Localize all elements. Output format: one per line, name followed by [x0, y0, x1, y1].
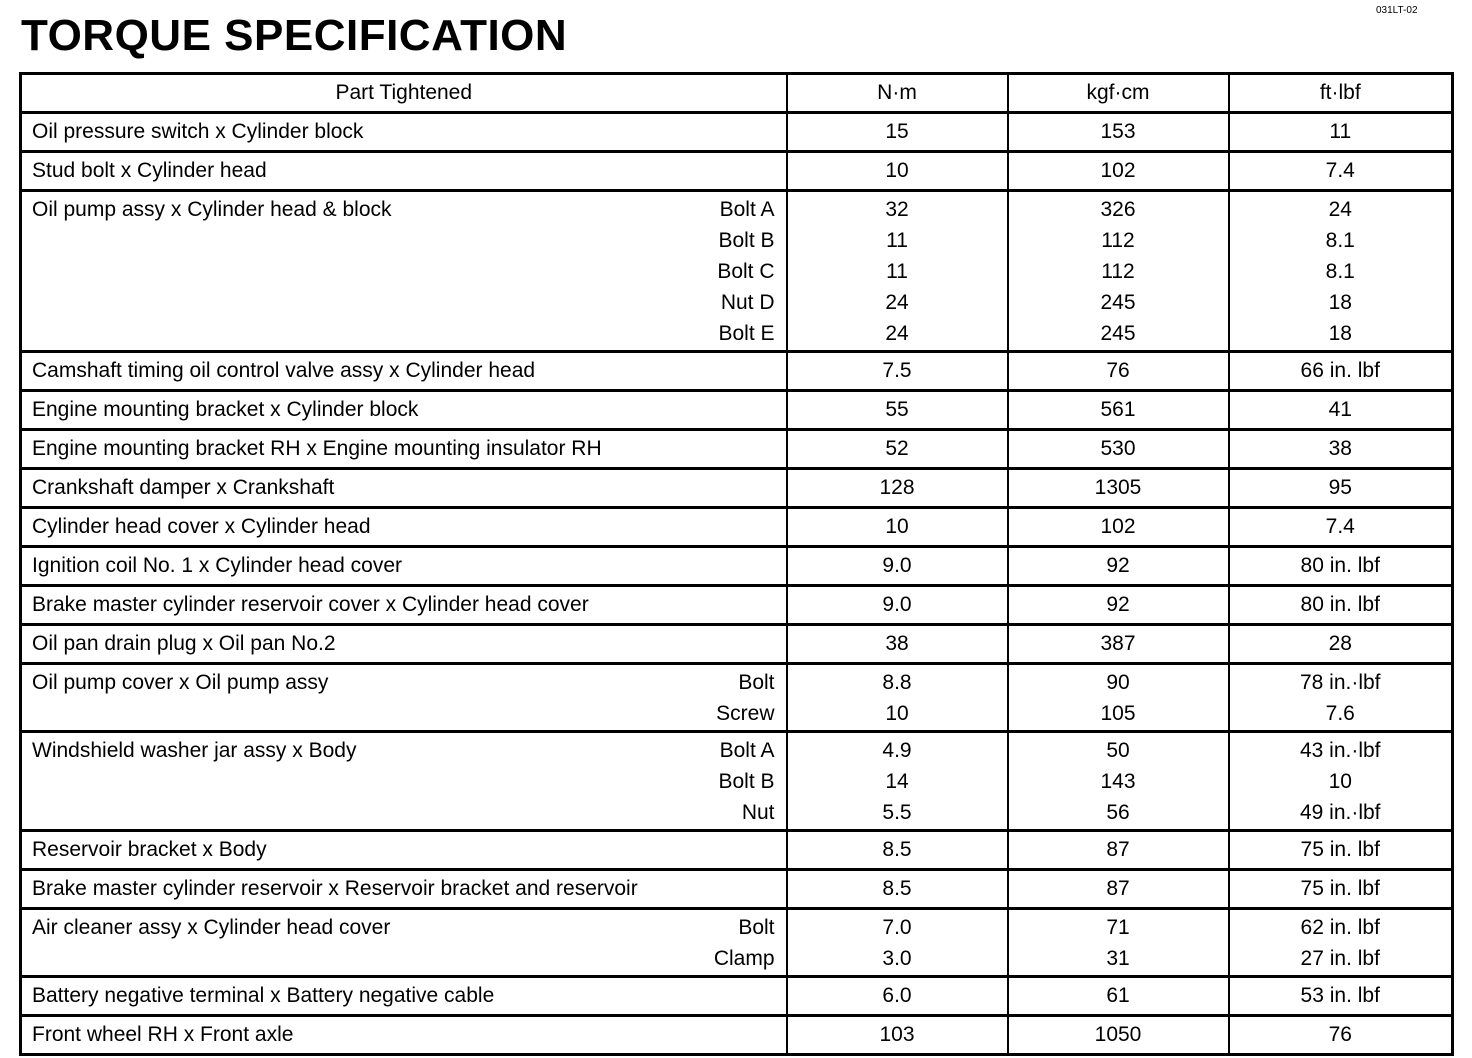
- table-row: [21, 1016, 1453, 1055]
- table-row: [21, 909, 1453, 977]
- ftlbf-value: 80 in. lbf: [1300, 554, 1380, 577]
- ftlbf-value: 7.4: [1325, 159, 1355, 182]
- kgf-cell: [1008, 664, 1229, 732]
- nm-cell: [787, 391, 1008, 430]
- kgf-value: 76: [1106, 359, 1130, 382]
- table-row: [21, 625, 1453, 664]
- fastener-label: Screw: [716, 702, 775, 725]
- table-row: [21, 191, 1453, 352]
- ftlbf-value: 24: [1328, 198, 1352, 221]
- nm-value: 10: [885, 515, 909, 538]
- nm-cell: [787, 977, 1008, 1016]
- part-name: Oil pump assy x Cylinder head & block: [32, 198, 392, 221]
- nm-value: 24: [885, 322, 909, 345]
- part-cell: [21, 508, 787, 547]
- kgf-cell: [1008, 977, 1229, 1016]
- ftlbf-value: 27 in. lbf: [1300, 947, 1380, 970]
- kgf-cell: [1008, 152, 1229, 191]
- fastener-label: Bolt: [738, 671, 775, 694]
- kgf-value: 90: [1106, 671, 1130, 694]
- table-row: [21, 870, 1453, 909]
- nm-value: 55: [885, 398, 909, 421]
- header-ft-lbf: ft·lbf: [1229, 74, 1453, 113]
- ftlbf-cell: [1229, 430, 1453, 469]
- part-name: Cylinder head cover x Cylinder head: [32, 515, 371, 538]
- kgf-value: 561: [1100, 398, 1136, 421]
- part-cell: [21, 1016, 787, 1055]
- nm-cell: [787, 586, 1008, 625]
- fastener-label: Clamp: [713, 947, 775, 970]
- kgf-cell: [1008, 547, 1229, 586]
- kgf-value: 56: [1106, 801, 1130, 824]
- part-name: Oil pump cover x Oil pump assy: [32, 671, 329, 694]
- kgf-cell: [1008, 430, 1229, 469]
- ftlbf-cell: [1229, 831, 1453, 870]
- nm-value: 9.0: [882, 554, 912, 577]
- nm-value: 11: [886, 260, 908, 283]
- part-name: Oil pressure switch x Cylinder block: [32, 120, 364, 143]
- part-name: Battery negative terminal x Battery negative cable: [32, 984, 495, 1007]
- ftlbf-value: 10: [1328, 770, 1352, 793]
- kgf-value: 71: [1106, 916, 1130, 939]
- part-name: Front wheel RH x Front axle: [32, 1023, 294, 1046]
- kgf-cell: [1008, 831, 1229, 870]
- part-name: Windshield washer jar assy x Body: [32, 739, 357, 762]
- part-cell: [21, 625, 787, 664]
- kgf-value: 112: [1101, 260, 1135, 283]
- kgf-value: 112: [1101, 229, 1135, 252]
- ftlbf-cell: [1229, 664, 1453, 732]
- kgf-value: 245: [1100, 322, 1136, 345]
- nm-value: 38: [885, 632, 909, 655]
- nm-cell: [787, 430, 1008, 469]
- table-row: [21, 977, 1453, 1016]
- ftlbf-value: 38: [1328, 437, 1352, 460]
- ftlbf-cell: [1229, 469, 1453, 508]
- kgf-value: 50: [1106, 739, 1130, 762]
- nm-value: 11: [886, 229, 908, 252]
- ftlbf-cell: [1229, 1016, 1453, 1055]
- part-name: Oil pan drain plug x Oil pan No.2: [32, 632, 336, 655]
- ftlbf-value: 18: [1328, 322, 1352, 345]
- nm-value: 128: [879, 476, 915, 499]
- kgf-value: 1050: [1094, 1023, 1142, 1046]
- header-kgf-cm: kgf·cm: [1008, 74, 1229, 113]
- part-cell: [21, 977, 787, 1016]
- nm-value: 52: [885, 437, 909, 460]
- ftlbf-cell: [1229, 732, 1453, 831]
- nm-value: 5.5: [882, 801, 912, 824]
- fastener-label: Bolt E: [718, 322, 775, 345]
- nm-cell: [787, 664, 1008, 732]
- table-row: [21, 547, 1453, 586]
- ftlbf-value: 76: [1328, 1023, 1352, 1046]
- kgf-value: 92: [1106, 593, 1130, 616]
- nm-cell: [787, 831, 1008, 870]
- fastener-label: Bolt B: [718, 770, 775, 793]
- ftlbf-value: 78 in.·lbf: [1299, 671, 1381, 694]
- kgf-cell: [1008, 352, 1229, 391]
- part-cell: [21, 191, 787, 352]
- kgf-value: 143: [1100, 770, 1136, 793]
- ftlbf-cell: [1229, 352, 1453, 391]
- part-cell: [21, 831, 787, 870]
- part-name: Brake master cylinder reservoir x Reservoir bracket and reservoir: [32, 877, 638, 900]
- table-row: [21, 113, 1453, 152]
- table-row: [21, 430, 1453, 469]
- part-name: Reservoir bracket x Body: [32, 838, 267, 861]
- kgf-cell: [1008, 870, 1229, 909]
- kgf-value: 326: [1100, 198, 1136, 221]
- nm-value: 7.5: [882, 359, 912, 382]
- part-name: Air cleaner assy x Cylinder head cover: [32, 916, 391, 939]
- table-row: [21, 664, 1453, 732]
- ftlbf-value: 7.4: [1325, 515, 1355, 538]
- part-cell: [21, 352, 787, 391]
- kgf-value: 387: [1100, 632, 1136, 655]
- nm-value: 8.5: [882, 838, 912, 861]
- table-row: [21, 391, 1453, 430]
- nm-value: 9.0: [882, 593, 912, 616]
- ftlbf-value: 8.1: [1325, 229, 1355, 252]
- nm-cell: [787, 547, 1008, 586]
- ftlbf-cell: [1229, 870, 1453, 909]
- nm-cell: [787, 870, 1008, 909]
- nm-value: 103: [879, 1023, 915, 1046]
- nm-cell: [787, 469, 1008, 508]
- nm-value: 8.5: [882, 877, 912, 900]
- part-cell: [21, 469, 787, 508]
- nm-value: 8.8: [882, 671, 912, 694]
- kgf-value: 92: [1106, 554, 1130, 577]
- ftlbf-value: 62 in. lbf: [1300, 916, 1380, 939]
- part-name: Engine mounting bracket x Cylinder block: [32, 398, 419, 421]
- ftlbf-value: 18: [1328, 291, 1352, 314]
- table-row: [21, 508, 1453, 547]
- nm-value: 10: [885, 702, 909, 725]
- ftlbf-value: 28: [1328, 632, 1352, 655]
- kgf-value: 87: [1106, 877, 1130, 900]
- ftlbf-value: 95: [1328, 476, 1352, 499]
- kgf-cell: [1008, 391, 1229, 430]
- part-cell: [21, 391, 787, 430]
- ftlbf-value: 43 in.·lbf: [1299, 739, 1381, 762]
- ftlbf-value: 75 in. lbf: [1300, 838, 1380, 861]
- fastener-label: Bolt A: [719, 739, 775, 762]
- table-row: [21, 152, 1453, 191]
- ftlbf-cell: [1229, 586, 1453, 625]
- table-row: [21, 732, 1453, 831]
- part-cell: [21, 547, 787, 586]
- nm-value: 10: [885, 159, 909, 182]
- kgf-cell: [1008, 586, 1229, 625]
- nm-value: 3.0: [882, 947, 912, 970]
- part-cell: [21, 113, 787, 152]
- part-cell: [21, 586, 787, 625]
- part-name: Stud bolt x Cylinder head: [32, 159, 267, 182]
- kgf-cell: [1008, 909, 1229, 977]
- kgf-cell: [1008, 732, 1229, 831]
- part-name: Ignition coil No. 1 x Cylinder head cover: [32, 554, 403, 577]
- kgf-value: 530: [1100, 437, 1136, 460]
- ftlbf-value: 8.1: [1325, 260, 1355, 283]
- ftlbf-cell: [1229, 508, 1453, 547]
- nm-value: 4.9: [882, 739, 912, 762]
- kgf-value: 153: [1100, 120, 1136, 143]
- kgf-value: 245: [1100, 291, 1136, 314]
- ftlbf-value: 53 in. lbf: [1300, 984, 1380, 1007]
- kgf-cell: [1008, 625, 1229, 664]
- kgf-value: 61: [1106, 984, 1130, 1007]
- part-name: Brake master cylinder reservoir cover x Cylinder head cover: [32, 593, 589, 616]
- ftlbf-value: 80 in. lbf: [1300, 593, 1380, 616]
- kgf-value: 102: [1100, 159, 1136, 182]
- kgf-value: 87: [1106, 838, 1130, 861]
- nm-cell: [787, 909, 1008, 977]
- part-name: Camshaft timing oil control valve assy x Cylinder head: [32, 359, 536, 382]
- page-title: TORQUE SPECIFICATION: [21, 11, 568, 60]
- nm-cell: [787, 1016, 1008, 1055]
- nm-cell: [787, 352, 1008, 391]
- ftlbf-cell: [1229, 391, 1453, 430]
- fastener-label: Bolt C: [717, 260, 775, 283]
- table-row: [21, 469, 1453, 508]
- ftlbf-value: 41: [1328, 398, 1352, 421]
- fastener-label: Bolt A: [719, 198, 775, 221]
- part-cell: [21, 430, 787, 469]
- table-row: [21, 831, 1453, 870]
- fastener-label: Bolt: [738, 916, 775, 939]
- part-name: Engine mounting bracket RH x Engine mounting insulator RH: [32, 437, 602, 460]
- nm-value: 6.0: [882, 984, 912, 1007]
- nm-cell: [787, 113, 1008, 152]
- ftlbf-value: 66 in. lbf: [1300, 359, 1380, 382]
- header-row: [21, 74, 1453, 113]
- nm-cell: [787, 191, 1008, 352]
- kgf-cell: [1008, 469, 1229, 508]
- kgf-cell: [1008, 508, 1229, 547]
- nm-cell: [787, 732, 1008, 831]
- header-newton-meter: N·m: [787, 74, 1008, 113]
- kgf-value: 31: [1106, 947, 1130, 970]
- ftlbf-cell: [1229, 113, 1453, 152]
- kgf-value: 1305: [1094, 476, 1142, 499]
- part-cell: [21, 909, 787, 977]
- ftlbf-cell: [1229, 152, 1453, 191]
- ftlbf-cell: [1229, 977, 1453, 1016]
- nm-cell: [787, 625, 1008, 664]
- header-part-tightened: Part Tightened: [21, 74, 787, 113]
- part-cell: [21, 664, 787, 732]
- ftlbf-cell: [1229, 547, 1453, 586]
- ftlbf-cell: [1229, 909, 1453, 977]
- fastener-label: Nut D: [720, 291, 775, 314]
- kgf-value: 102: [1100, 515, 1136, 538]
- kgf-cell: [1008, 113, 1229, 152]
- fastener-label: Bolt B: [718, 229, 775, 252]
- ftlbf-cell: [1229, 625, 1453, 664]
- nm-value: 7.0: [882, 916, 912, 939]
- ftlbf-value: 11: [1329, 120, 1352, 143]
- kgf-cell: [1008, 1016, 1229, 1055]
- document-id: 031LT-02: [1376, 5, 1418, 16]
- ftlbf-value: 7.6: [1325, 702, 1355, 725]
- fastener-label: Nut: [741, 801, 775, 824]
- kgf-cell: [1008, 191, 1229, 352]
- ftlbf-cell: [1229, 191, 1453, 352]
- nm-cell: [787, 152, 1008, 191]
- table-header: [21, 74, 1453, 113]
- table-row: [21, 586, 1453, 625]
- nm-value: 15: [885, 120, 909, 143]
- nm-value: 32: [885, 198, 909, 221]
- torque-spec-table: [19, 72, 1454, 1056]
- nm-value: 24: [885, 291, 909, 314]
- part-cell: [21, 732, 787, 831]
- nm-cell: [787, 508, 1008, 547]
- part-cell: [21, 870, 787, 909]
- ftlbf-value: 49 in.·lbf: [1299, 801, 1381, 824]
- part-name: Crankshaft damper x Crankshaft: [32, 476, 335, 499]
- kgf-value: 105: [1100, 702, 1136, 725]
- table-body: [21, 113, 1453, 1055]
- ftlbf-value: 75 in. lbf: [1300, 877, 1380, 900]
- part-cell: [21, 152, 787, 191]
- nm-value: 14: [885, 770, 909, 793]
- table-row: [21, 352, 1453, 391]
